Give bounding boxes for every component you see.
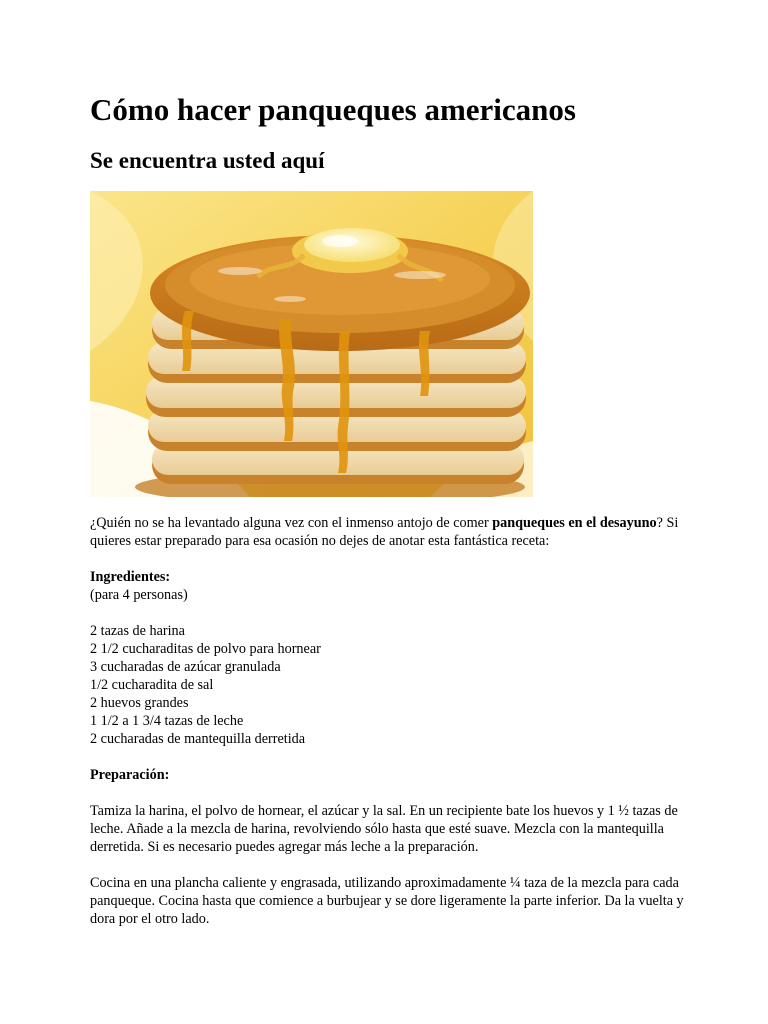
page-subtitle: Se encuentra usted aquí (90, 148, 325, 173)
ingredients-heading (90, 568, 690, 586)
intro-bold-text: panqueques en el desayuno (492, 515, 657, 531)
pancake-stack-photo (90, 191, 533, 497)
ingredient-item: 1/2 cucharadita de sal (90, 677, 214, 693)
ingredient-item: 2 tazas de harina (90, 623, 185, 639)
recipe-body (90, 514, 690, 928)
ingredient-item: 3 cucharadas de azúcar granulada (90, 659, 281, 675)
ingredients-list (90, 622, 690, 748)
preparation-heading (90, 766, 690, 784)
ingredient-item: 2 huevos grandes (90, 695, 189, 711)
ingredients-servings: (para 4 personas) (90, 587, 188, 603)
page-title: Cómo hacer panqueques americanos (90, 92, 576, 127)
preparation-paragraph: Tamiza la harina, el polvo de hornear, el azúcar y la sal. En un recipiente bate los huevos y 1 ½ tazas de leche. Añade a la mezcla de harina, revolviendo sólo hasta que esté suave. Mezcla con la mantequilla derretida. Si es necesario puedes agregar más leche a la preparación. (90, 803, 678, 855)
preparation-paragraph: Cocina en una plancha caliente y engrasada, utilizando aproximadamente ¼ taza de la mezcla para cada panqueque. Cocina hasta que comience a burbujear y se dore ligeramente la parte inferior. Da la vuelta y dora por el otro lado. (90, 875, 684, 927)
intro-text-before: ¿Quién no se ha levantado alguna vez con el inmenso antojo de comer (90, 515, 493, 531)
ingredient-item: 1 1/2 a 1 3/4 tazas de leche (90, 713, 244, 729)
intro-paragraph (90, 514, 690, 550)
preparation-heading-text: Preparación: (90, 767, 170, 783)
intro-text-after: ? Si quieres estar preparado para esa ocasión no dejes de anotar esta fantástica receta: (90, 515, 679, 549)
ingredients-heading-text: Ingredientes: (90, 569, 171, 585)
ingredient-item: 2 1/2 cucharaditas de polvo para hornear (90, 641, 321, 657)
ingredient-item: 2 cucharadas de mantequilla derretida (90, 731, 306, 747)
